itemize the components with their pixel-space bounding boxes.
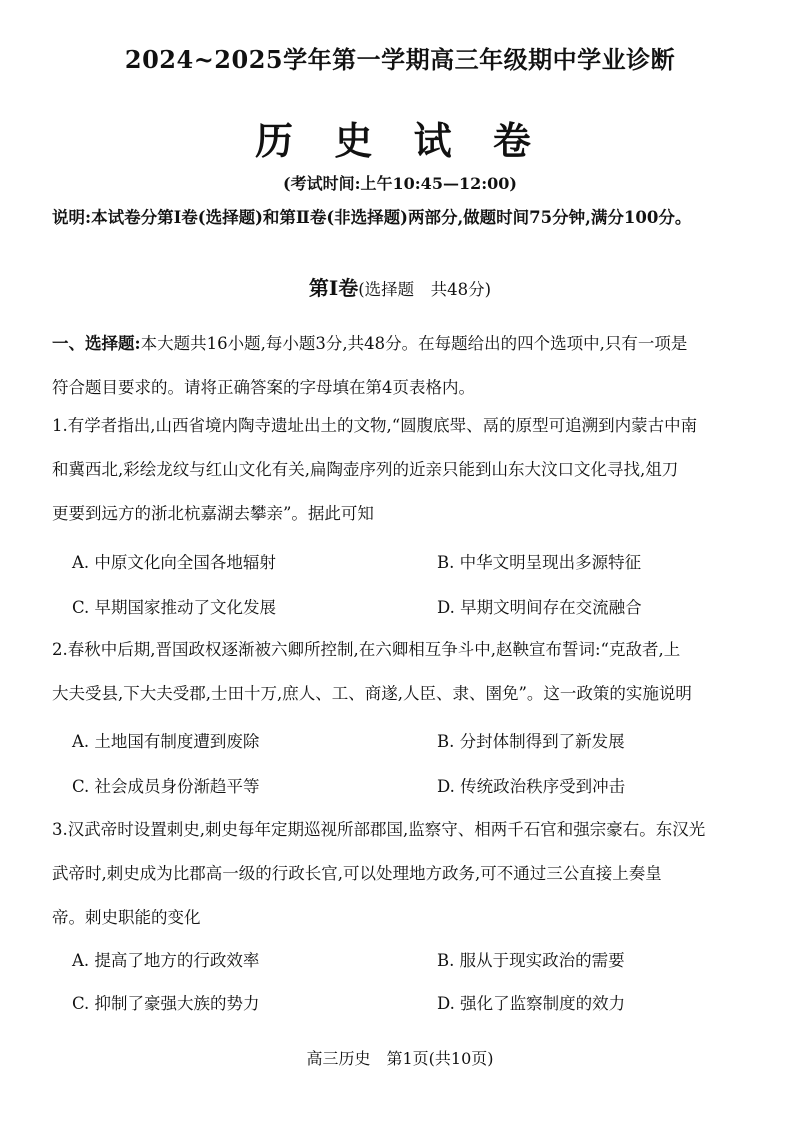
exam-note: 说明:本试卷分第Ⅰ卷(选择题)和第Ⅱ卷(非选择题)两部分,做题时间75分钟,满分100分。 xyxy=(52,208,692,227)
question-2-stem xyxy=(52,628,762,716)
section-title-main: 第Ⅰ卷 xyxy=(308,276,359,300)
subject-title: 历 史 试 卷 xyxy=(255,118,545,163)
instructions-line-1-text: 本大题共16小题,每小题3分,共48分。在每题给出的四个选项中,只有一项是 xyxy=(140,334,688,353)
exam-name: 2024~2025学年第一学期高三年级期中学业诊断 xyxy=(124,45,676,74)
question-1-option-a: A. 中原文化向全国各地辐射 xyxy=(72,553,276,572)
question-1-stem xyxy=(52,404,762,536)
question-3-line-3: 帝。刺史职能的变化 xyxy=(52,908,201,927)
question-1-option-b: B. 中华文明呈现出多源特征 xyxy=(437,553,642,572)
question-1-line-2: 和冀西北,彩绘龙纹与红山文化有关,扁陶壶序列的近亲只能到山东大汶口文化寻找,俎刀 xyxy=(52,460,679,479)
question-3-line-1: 3.汉武帝时设置刺史,刺史每年定期巡视所部郡国,监察守、相两千石官和强宗豪右。东汉光 xyxy=(52,820,706,839)
page-footer: 高三历史 第1页(共10页) xyxy=(306,1049,494,1068)
instructions-lead: 一、选择题: xyxy=(52,334,141,353)
question-2-line-1: 2.春秋中后期,晋国政权逐渐被六卿所控制,在六卿相互争斗中,赵鞅宣布誓词:“克敌者,上 xyxy=(52,640,681,659)
question-2-option-a: A. 土地国有制度遭到废除 xyxy=(72,732,260,751)
question-2-option-c: C. 社会成员身份渐趋平等 xyxy=(72,777,260,796)
question-1-option-c: C. 早期国家推动了文化发展 xyxy=(72,598,277,617)
question-3-stem xyxy=(52,808,762,940)
instructions-line-2: 符合题目要求的。请将正确答案的字母填在第4页表格内。 xyxy=(52,378,475,397)
question-3-line-2: 武帝时,刺史成为比郡高一级的行政长官,可以处理地方政务,可不通过三公直接上奏皇 xyxy=(52,864,662,883)
exam-time: (考试时间:上午10:45—12:00) xyxy=(283,174,517,193)
question-3-option-c: C. 抑制了豪强大族的势力 xyxy=(72,994,260,1013)
question-1-line-3: 更要到远方的浙北杭嘉湖去攀亲”。据此可知 xyxy=(52,504,374,523)
question-1-option-d: D. 早期文明间存在交流融合 xyxy=(437,598,642,617)
question-1-line-1: 1.有学者指出,山西省境内陶寺遗址出土的文物,“圆腹底斝、鬲的原型可追溯到内蒙古中南 xyxy=(52,416,698,435)
question-2-option-d: D. 传统政治秩序受到冲击 xyxy=(437,777,626,796)
section-title-sub: (选择题 共48分) xyxy=(358,280,492,299)
section-title xyxy=(0,272,800,301)
instructions-line-1 xyxy=(52,322,762,366)
question-2-line-2: 大夫受县,下大夫受郡,士田十万,庶人、工、商遂,人臣、隶、圉免”。这一政策的实施说明 xyxy=(52,684,692,703)
question-2-option-b: B. 分封体制得到了新发展 xyxy=(437,732,625,751)
question-3-option-b: B. 服从于现实政治的需要 xyxy=(437,951,625,970)
instructions xyxy=(52,322,762,410)
question-3-option-d: D. 强化了监察制度的效力 xyxy=(437,994,626,1013)
question-3-option-a: A. 提高了地方的行政效率 xyxy=(72,951,260,970)
